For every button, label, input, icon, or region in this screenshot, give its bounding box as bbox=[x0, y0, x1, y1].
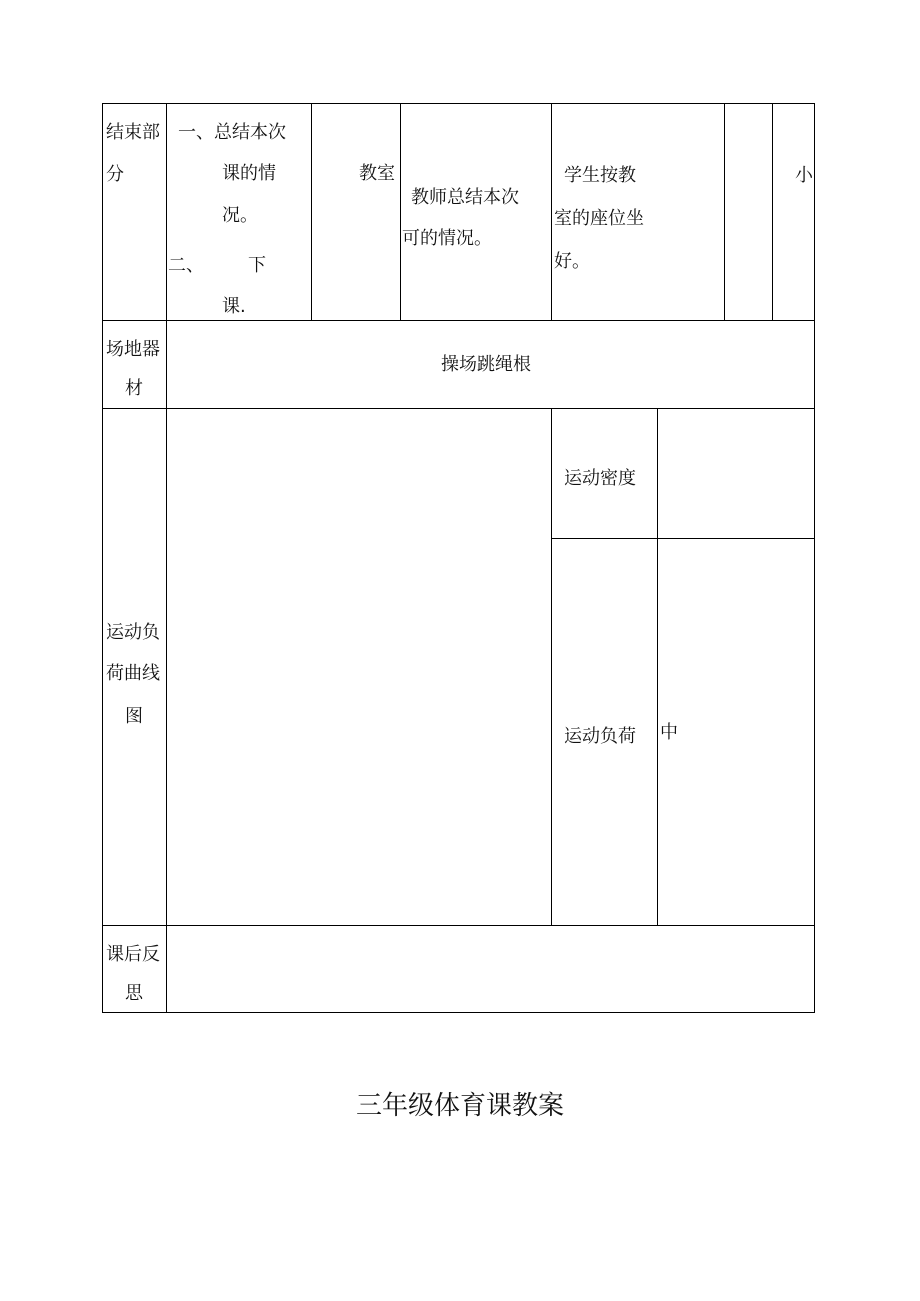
next-lesson-plan-title: 三年级体育课教案 bbox=[355, 1091, 564, 1121]
closing-section-label-line: 分 bbox=[106, 164, 124, 185]
equipment-label-line: 材 bbox=[125, 378, 143, 399]
reflection-label-line: 思 bbox=[125, 983, 143, 1004]
table-row-divider bbox=[102, 925, 815, 926]
teacher-activity-line: 可的情况。 bbox=[402, 228, 492, 249]
table-column-divider bbox=[551, 103, 552, 321]
closing-item-2-line: 课. bbox=[222, 296, 246, 317]
student-activity-line: 好。 bbox=[554, 251, 590, 272]
table-column-divider bbox=[772, 103, 773, 321]
table-row-divider bbox=[102, 320, 815, 321]
table-column-divider bbox=[400, 103, 401, 321]
equipment-value: 操场跳绳根 bbox=[441, 354, 531, 375]
table-border-top bbox=[102, 103, 815, 104]
closing-item-1-line: 况。 bbox=[222, 205, 258, 226]
closing-item-1-line: 课的情 bbox=[222, 163, 276, 184]
closing-location: 教室 bbox=[359, 163, 395, 184]
load-curve-chart-area bbox=[167, 409, 551, 925]
closing-section-label-line: 结束部 bbox=[106, 122, 160, 143]
closing-item-2-line: 下 bbox=[248, 255, 266, 276]
table-border-right bbox=[814, 103, 815, 1013]
table-column-divider bbox=[311, 103, 312, 321]
closing-intensity: 小 bbox=[795, 165, 813, 186]
table-column-divider bbox=[657, 408, 658, 926]
closing-item-1-line: 一、总结本次 bbox=[178, 122, 286, 143]
exercise-load-value: 中 bbox=[660, 722, 678, 743]
student-activity-line: 室的座位坐 bbox=[554, 208, 644, 229]
load-curve-label-line: 图 bbox=[125, 706, 143, 727]
reflection-label-line: 课后反 bbox=[106, 944, 160, 965]
table-column-divider bbox=[551, 408, 552, 926]
load-curve-label-line: 运动负 bbox=[106, 622, 160, 643]
load-curve-label-line: 荷曲线 bbox=[106, 663, 160, 684]
exercise-load-label: 运动负荷 bbox=[564, 726, 636, 747]
closing-item-2-marker: 二、 bbox=[168, 255, 204, 276]
table-border-left bbox=[102, 103, 103, 1013]
table-border-bottom bbox=[102, 1012, 815, 1013]
student-activity-line: 学生按教 bbox=[564, 165, 636, 186]
exercise-density-label: 运动密度 bbox=[564, 468, 636, 489]
teacher-activity-line: 教师总结本次 bbox=[411, 187, 519, 208]
equipment-label-line: 场地器 bbox=[106, 339, 160, 360]
table-column-divider bbox=[724, 103, 725, 321]
table-cell-divider bbox=[551, 538, 815, 539]
